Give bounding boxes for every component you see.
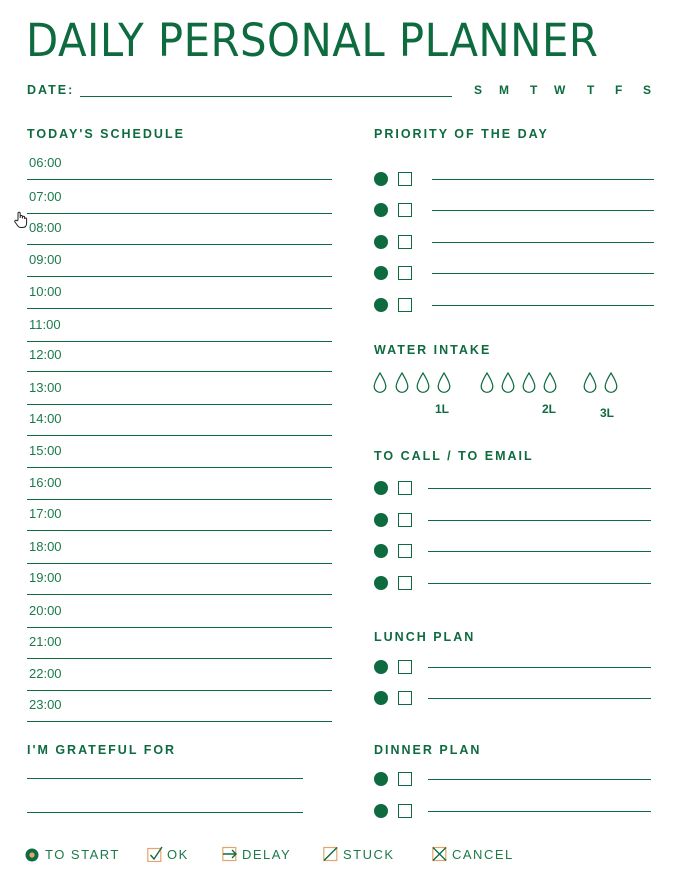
- to-call-heading: TO CALL / TO EMAIL: [374, 449, 534, 463]
- dinner-heading: DINNER PLAN: [374, 743, 482, 757]
- water-drop-icon[interactable]: [522, 372, 536, 394]
- priority-line[interactable]: [432, 210, 654, 211]
- grateful-line[interactable]: [27, 812, 303, 813]
- schedule-heading: TODAY'S SCHEDULE: [27, 127, 185, 141]
- to-call-bullet-icon: [374, 481, 388, 495]
- water-drop-icon[interactable]: [583, 372, 597, 394]
- schedule-time: 09:00: [29, 252, 62, 267]
- schedule-time: 12:00: [29, 347, 62, 362]
- water-heading: WATER INTAKE: [374, 343, 492, 357]
- priority-checkbox[interactable]: [398, 266, 412, 280]
- schedule-time: 17:00: [29, 506, 62, 521]
- priority-checkbox[interactable]: [398, 235, 412, 249]
- schedule-line[interactable]: [27, 371, 332, 372]
- dinner-line[interactable]: [428, 811, 651, 812]
- schedule-line[interactable]: [27, 179, 332, 180]
- to-start-icon: [25, 846, 41, 862]
- legend-delay: [222, 846, 291, 862]
- schedule-line[interactable]: [27, 435, 332, 436]
- schedule-line[interactable]: [27, 341, 332, 342]
- to-call-checkbox[interactable]: [398, 513, 412, 527]
- lunch-line[interactable]: [428, 667, 651, 668]
- schedule-line[interactable]: [27, 276, 332, 277]
- schedule-line[interactable]: [27, 690, 332, 691]
- to-call-bullet-icon: [374, 544, 388, 558]
- water-label-2l: 2L: [542, 402, 557, 416]
- delay-icon: [222, 846, 238, 862]
- water-drop-icon[interactable]: [416, 372, 430, 394]
- date-label: DATE:: [27, 83, 75, 97]
- lunch-heading: LUNCH PLAN: [374, 630, 476, 644]
- legend-label: CANCEL: [452, 846, 514, 862]
- hand-cursor-icon: [13, 211, 29, 229]
- week-day-6[interactable]: S: [643, 83, 652, 97]
- lunch-checkbox[interactable]: [398, 660, 412, 674]
- schedule-line[interactable]: [27, 563, 332, 564]
- ok-icon: [147, 846, 163, 862]
- priority-line[interactable]: [432, 273, 654, 274]
- legend-cancel: [432, 846, 514, 862]
- schedule-line[interactable]: [27, 594, 332, 595]
- stuck-icon: [323, 846, 339, 862]
- legend-stuck: [323, 846, 395, 862]
- to-call-checkbox[interactable]: [398, 576, 412, 590]
- to-call-bullet-icon: [374, 513, 388, 527]
- water-drop-icon[interactable]: [543, 372, 557, 394]
- dinner-bullet-icon: [374, 772, 388, 786]
- week-day-3[interactable]: W: [554, 83, 566, 97]
- priority-checkbox[interactable]: [398, 298, 412, 312]
- legend-label: OK: [167, 846, 189, 862]
- schedule-line[interactable]: [27, 467, 332, 468]
- to-call-bullet-icon: [374, 576, 388, 590]
- schedule-line[interactable]: [27, 658, 332, 659]
- page-title: DAILY PERSONAL PLANNER: [26, 14, 599, 67]
- priority-checkbox[interactable]: [398, 172, 412, 186]
- schedule-time: 19:00: [29, 570, 62, 585]
- priority-bullet-icon: [374, 235, 388, 249]
- week-day-0[interactable]: S: [474, 83, 483, 97]
- lunch-bullet-icon: [374, 660, 388, 674]
- water-drop-icon[interactable]: [480, 372, 494, 394]
- schedule-line[interactable]: [27, 721, 332, 722]
- to-call-line[interactable]: [428, 488, 651, 489]
- water-drop-icon[interactable]: [501, 372, 515, 394]
- dinner-checkbox[interactable]: [398, 804, 412, 818]
- priority-bullet-icon: [374, 266, 388, 280]
- dinner-checkbox[interactable]: [398, 772, 412, 786]
- schedule-line[interactable]: [27, 499, 332, 500]
- schedule-time: 07:00: [29, 189, 62, 204]
- priority-line[interactable]: [432, 305, 654, 306]
- water-drop-icon[interactable]: [395, 372, 409, 394]
- legend-to-start: [25, 846, 120, 862]
- priority-bullet-icon: [374, 298, 388, 312]
- week-day-5[interactable]: F: [615, 83, 623, 97]
- lunch-bullet-icon: [374, 691, 388, 705]
- week-day-4[interactable]: T: [587, 83, 595, 97]
- water-label-1l: 1L: [435, 402, 450, 416]
- priority-heading: PRIORITY OF THE DAY: [374, 127, 549, 141]
- grateful-heading: I'M GRATEFUL FOR: [27, 743, 177, 757]
- legend-label: DELAY: [242, 846, 292, 862]
- schedule-time: 13:00: [29, 380, 62, 395]
- water-label-3l: 3L: [600, 406, 615, 420]
- to-call-checkbox[interactable]: [398, 481, 412, 495]
- schedule-time: 22:00: [29, 666, 62, 681]
- schedule-time: 23:00: [29, 697, 62, 712]
- schedule-line[interactable]: [27, 244, 332, 245]
- water-drop-icon[interactable]: [437, 372, 451, 394]
- schedule-line[interactable]: [27, 404, 332, 405]
- schedule-time: 10:00: [29, 284, 62, 299]
- week-day-2[interactable]: T: [530, 83, 538, 97]
- dinner-line[interactable]: [428, 779, 651, 780]
- schedule-time: 18:00: [29, 539, 62, 554]
- to-call-line[interactable]: [428, 520, 651, 521]
- priority-bullet-icon: [374, 203, 388, 217]
- priority-checkbox[interactable]: [398, 203, 412, 217]
- to-call-checkbox[interactable]: [398, 544, 412, 558]
- schedule-time: 14:00: [29, 411, 62, 426]
- priority-line[interactable]: [432, 179, 654, 180]
- legend-label: STUCK: [343, 846, 395, 862]
- water-drop-icon[interactable]: [373, 372, 387, 394]
- schedule-time: 20:00: [29, 603, 62, 618]
- lunch-checkbox[interactable]: [398, 691, 412, 705]
- dinner-bullet-icon: [374, 804, 388, 818]
- schedule-time: 16:00: [29, 475, 62, 490]
- to-call-line[interactable]: [428, 551, 651, 552]
- legend-ok: [147, 846, 189, 862]
- schedule-time: 15:00: [29, 443, 62, 458]
- grateful-line[interactable]: [27, 778, 303, 779]
- schedule-line[interactable]: [27, 530, 332, 531]
- schedule-time: 21:00: [29, 634, 62, 649]
- legend-label: TO START: [45, 846, 120, 862]
- schedule-time: 11:00: [29, 317, 61, 332]
- schedule-line[interactable]: [27, 213, 332, 214]
- week-day-1[interactable]: M: [499, 83, 509, 97]
- priority-line[interactable]: [432, 242, 654, 243]
- lunch-line[interactable]: [428, 698, 651, 699]
- schedule-line[interactable]: [27, 627, 332, 628]
- schedule-time: 06:00: [29, 155, 62, 170]
- water-drop-icon[interactable]: [604, 372, 618, 394]
- date-line[interactable]: [80, 96, 452, 97]
- priority-bullet-icon: [374, 172, 388, 186]
- to-call-line[interactable]: [428, 583, 651, 584]
- cancel-icon: [432, 846, 448, 862]
- schedule-line[interactable]: [27, 308, 332, 309]
- schedule-time: 08:00: [29, 220, 62, 235]
